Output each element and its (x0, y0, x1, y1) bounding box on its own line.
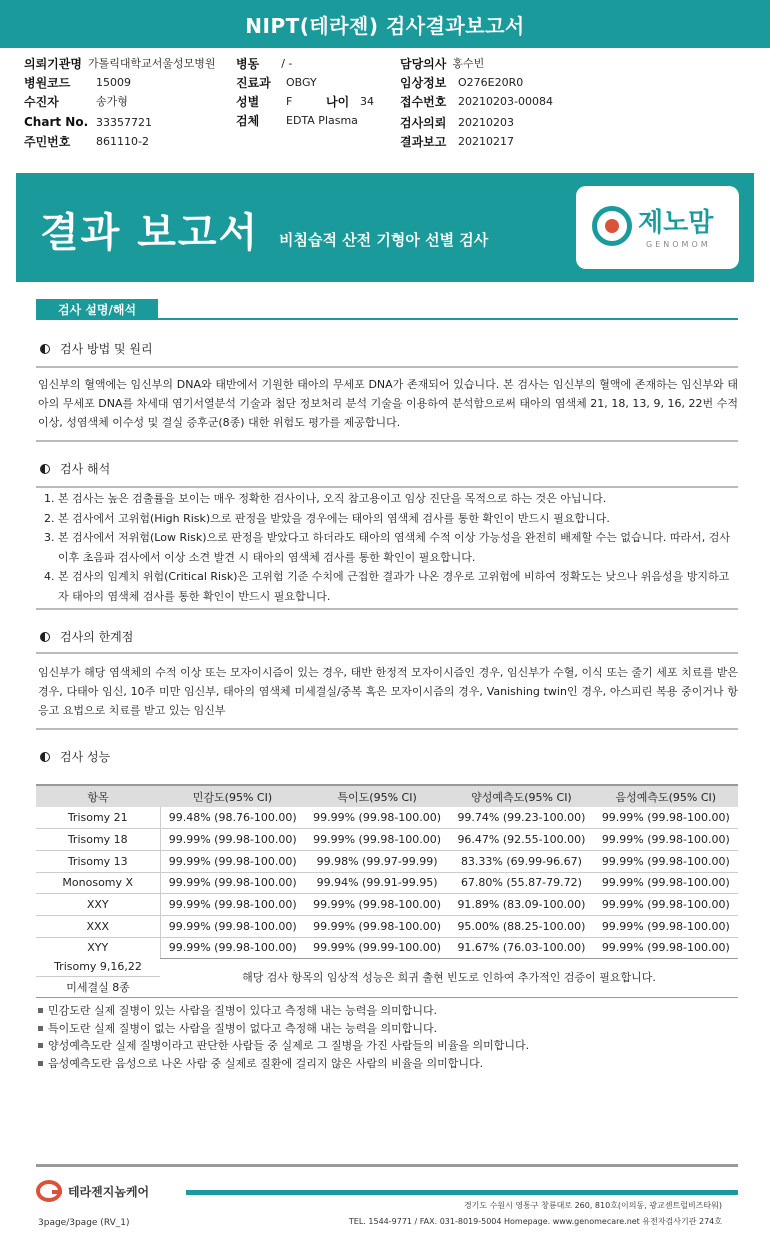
table-cell: 99.99% (99.98-100.00) (305, 894, 449, 916)
performance-table (36, 784, 738, 959)
interpretation-list (44, 489, 734, 606)
divider (36, 440, 738, 442)
resident-no-value: 861110-2 (96, 134, 149, 148)
table-cell: 99.99% (99.98-100.00) (160, 872, 305, 894)
department-label: 진료과 (236, 75, 271, 90)
clinical-info-row (400, 73, 523, 91)
age-value: 34 (360, 94, 374, 108)
list-item: 특이도란 실제 질병이 없는 사람을 질병이 없다고 측정해 내는 능력을 의미합니다. (38, 1020, 529, 1038)
table-cell: XXY (36, 894, 160, 916)
receipt-no-value: 20210203-00084 (458, 94, 553, 108)
table-cell: 99.48% (98.76-100.00) (160, 807, 305, 829)
table-cell: Monosomy X (36, 872, 160, 894)
table-cell: 67.80% (55.87-79.72) (449, 872, 593, 894)
divider (36, 486, 738, 488)
table-row (36, 829, 738, 851)
logo-subtext: GENOMOM (646, 240, 711, 249)
table-cell: 91.67% (76.03-100.00) (449, 937, 593, 959)
column-header: 특이도(95% CI) (305, 785, 449, 807)
table-header-row (36, 785, 738, 807)
department-row (236, 73, 317, 91)
test-request-label: 검사의뢰 (400, 115, 447, 130)
extra-item-trisomy: Trisomy 9,16,22 (36, 956, 160, 977)
bullet-icon (38, 1008, 43, 1013)
table-cell: 99.74% (99.23-100.00) (449, 807, 593, 829)
table-cell: 99.99% (99.98-100.00) (594, 850, 738, 872)
table-cell: 99.99% (99.98-100.00) (160, 850, 305, 872)
company-logo-icon (36, 1180, 62, 1202)
half-circle-icon (40, 632, 50, 642)
table-cell: Trisomy 18 (36, 829, 160, 851)
limitations-text: 임신부가 해당 염색체의 수적 이상 또는 모자이시즘이 있는 경우, 태반 한정적 모자이시즘인 경우, 임신부가 수혈, 이식 또는 줄기 세포 치료를 받은 경우, 다태아 임신, 10주 미만 임신부, 태아의 염색체 미세결실/중복 혹은 모자이시즘의 경우, Vanishing twin인 경우, 아스피린 복용 중이거나 항 응고 요법으로 치료를 받고 있는 임신부 (38, 666, 738, 717)
table-cell: 95.00% (88.25-100.00) (449, 915, 593, 937)
resident-no-label: 주민번호 (24, 134, 71, 149)
method-text: 임신부의 혈액에는 임신부의 DNA와 태반에서 기원한 태아의 무세포 DNA가 존재되어 있습니다. 본 검사는 임신부의 혈액에 존재하는 임신부와 태아의 무세포 DNA를 차세대 염기서열분석 기술과 첨단 정보처리 분석 기술을 이용하여 분석함으로써 태아의 염색체 21, 18, 13, 9, 16, 22번 수적 이상, 성염색체 이수성 및 결실 증후군(8종) 대한 위험도 평가를 제공합니다. (38, 378, 738, 429)
table-row (36, 915, 738, 937)
table-cell: 99.99% (99.98-100.00) (160, 915, 305, 937)
test-request-row (400, 113, 514, 131)
table-cell: 99.99% (99.98-100.00) (160, 829, 305, 851)
bullet-icon (38, 1043, 43, 1048)
divider (36, 366, 738, 368)
result-report-row (400, 132, 514, 150)
half-circle-icon (40, 344, 50, 354)
table-cell: 99.99% (99.98-100.00) (594, 915, 738, 937)
section-title: 검사 설명/해석 (36, 299, 158, 319)
table-cell: 99.99% (99.98-100.00) (305, 915, 449, 937)
attending-value: 홍수빈 (452, 57, 485, 70)
table-cell: 99.99% (99.98-100.00) (594, 937, 738, 959)
footer-divider (36, 1164, 738, 1167)
hospital-code-label: 병원코드 (24, 75, 71, 90)
table-cell: 99.99% (99.98-100.00) (305, 807, 449, 829)
column-header: 항목 (36, 785, 160, 807)
column-header: 민감도(95% CI) (160, 785, 305, 807)
table-cell: 99.94% (99.91-99.95) (305, 872, 449, 894)
footer-accent-bar (186, 1190, 738, 1195)
section-divider (36, 318, 738, 320)
attending-label: 담당의사 (400, 56, 447, 71)
report-title: NIPT(테라젠) 검사결과보고서 (245, 13, 525, 38)
half-circle-icon (40, 464, 50, 474)
table-cell: 99.99% (99.98-100.00) (594, 894, 738, 916)
receipt-no-row (400, 92, 553, 110)
ward-label: 병동 (236, 56, 260, 71)
extra-items-message: 해당 검사 항목의 임상적 성능은 희귀 출현 빈도로 인하여 추가적인 검증이 필요합니다. (160, 956, 738, 998)
table-cell: 99.99% (99.98-100.00) (594, 807, 738, 829)
column-header: 양성예측도(95% CI) (449, 785, 593, 807)
resident-no-row (24, 132, 149, 150)
interpretation-title: 검사 해석 (40, 460, 110, 477)
attending-row (400, 54, 484, 72)
list-item: 2. 본 검사에서 고위험(High Risk)으로 판정을 받았을 경우에는 태아의 염색체 검사를 통한 확인이 반드시 필요합니다. (44, 511, 610, 525)
half-circle-icon (40, 752, 50, 762)
clinical-info-value: O276E20R0 (458, 75, 524, 89)
table-cell: Trisomy 21 (36, 807, 160, 829)
divider (36, 652, 738, 654)
column-header: 음성예측도(95% CI) (594, 785, 738, 807)
result-report-value: 20210217 (458, 134, 514, 148)
age-row (326, 92, 374, 110)
table-cell: 99.99% (99.98-100.00) (594, 829, 738, 851)
table-cell: XYY (36, 937, 160, 959)
chart-no-value: 33357721 (96, 115, 152, 129)
performance-title: 검사 성능 (40, 748, 110, 765)
table-cell: XXX (36, 915, 160, 937)
chart-no-label: Chart No. (24, 115, 89, 129)
banner-subtitle: 비침습적 산전 기형아 선별 검사 (279, 231, 489, 249)
definitions-notes (38, 1002, 529, 1072)
requesting-org-row (24, 54, 215, 72)
table-row (36, 807, 738, 829)
additional-items-row (36, 956, 738, 998)
limitations-title: 검사의 한계점 (40, 628, 133, 645)
list-item: 민감도란 실제 질병이 있는 사람을 질병이 있다고 측정해 내는 능력을 의미합니다. (38, 1002, 529, 1020)
recipient-row (24, 92, 128, 110)
banner-title: 결과 보고서 (40, 210, 260, 256)
list-item: 1. 본 검사는 높은 검출률을 보이는 매우 정확한 검사이나, 오직 참고용이고 임상 진단을 목적으로 하는 것은 아닙니다. (44, 492, 607, 505)
recipient-value: 송가형 (96, 95, 128, 108)
hospital-code-value: 15009 (96, 75, 131, 89)
table-row (36, 894, 738, 916)
table-cell: 83.33% (69.99-96.67) (449, 850, 593, 872)
age-label: 나이 (326, 94, 350, 109)
logo-text: 제노맘 (638, 208, 714, 238)
table-row (36, 872, 738, 894)
table-cell: 91.89% (83.09-100.00) (449, 894, 593, 916)
ward-row (236, 54, 292, 72)
clinical-info-label: 임상정보 (400, 75, 447, 90)
specimen-label: 검체 (236, 113, 260, 128)
chart-no-row (24, 113, 152, 131)
specimen-value: EDTA Plasma (286, 113, 358, 127)
table-cell: 99.98% (99.97-99.99) (305, 850, 449, 872)
page-number: 3page/3page (RV_1) (38, 1218, 130, 1228)
sex-value: F (286, 94, 293, 108)
requesting-org-label: 의뢰기관명 (24, 56, 82, 71)
receipt-no-label: 접수번호 (400, 94, 447, 109)
report-header (0, 0, 770, 48)
table-cell: 96.47% (92.55-100.00) (449, 829, 593, 851)
company-address: 경기도 수원시 영통구 창룡대로 260, 810호(이의동, 광교센트럴비즈타워) (463, 1201, 722, 1210)
table-cell: Trisomy 13 (36, 850, 160, 872)
bullet-icon (38, 1061, 43, 1066)
test-request-value: 20210203 (458, 115, 514, 129)
table-cell: 99.99% (99.98-100.00) (305, 829, 449, 851)
list-item: 4. 본 검사의 임계치 위험(Critical Risk)은 고위험 기준 수치에 근접한 결과가 나온 경우로 고위험에 비하여 정확도는 낮으나 위음성을 방지하고자 태아의 염색체 검사를 통한 확인이 반드시 필요합니다. (44, 570, 730, 603)
extra-item-microdeletion: 미세결실 8종 (36, 977, 160, 998)
table-row (36, 850, 738, 872)
list-item: 음성예측도란 음성으로 나온 사람 중 실제로 질환에 걸리지 않은 사람의 비율을 의미합니다. (38, 1055, 529, 1073)
list-item: 3. 본 검사에서 저위험(Low Risk)으로 판정을 받았다고 하더라도 태아의 염색체 수적 이상 가능성을 완전히 배제할 수는 없습니다. 따라서, 검사 이후 초음파 검사에서 이상 소견 발견 시 태아의 염색체 검사를 통한 확인이 필요합니다. (44, 531, 731, 564)
company-name: 테라젠지놈케어 (68, 1184, 150, 1199)
result-report-label: 결과보고 (400, 134, 447, 149)
divider (36, 608, 738, 610)
sex-row (236, 92, 292, 110)
company-logo (36, 1180, 149, 1202)
bullet-icon (38, 1026, 43, 1031)
requesting-org-value: 가톨릭대학교서울성모병원 (87, 57, 216, 70)
genomom-logo-icon (592, 206, 632, 246)
specimen-row (236, 111, 358, 129)
result-banner (16, 173, 754, 282)
divider (36, 728, 738, 730)
ward-value: / - (281, 56, 293, 70)
genomom-logo (576, 186, 739, 269)
table-cell: 99.99% (99.98-100.00) (594, 872, 738, 894)
recipient-label: 수진자 (24, 94, 59, 109)
method-title: 검사 방법 및 원리 (40, 340, 153, 357)
table-cell: 99.99% (99.99-100.00) (305, 937, 449, 959)
department-value: OBGY (286, 75, 317, 89)
table-cell: 99.99% (99.98-100.00) (160, 894, 305, 916)
hospital-code-row (24, 73, 131, 91)
sex-label: 성별 (236, 94, 260, 109)
company-contact: TEL. 1544-9771 / FAX. 031-8019-5004 Homepage. www.genomecare.net 유전자검사기관 274호 (348, 1217, 722, 1226)
table-cell: 99.99% (99.98-100.00) (160, 937, 305, 959)
list-item: 양성예측도란 실제 질병이라고 판단한 사람들 중 실제로 그 질병을 가진 사람들의 비율을 의미합니다. (38, 1037, 529, 1055)
